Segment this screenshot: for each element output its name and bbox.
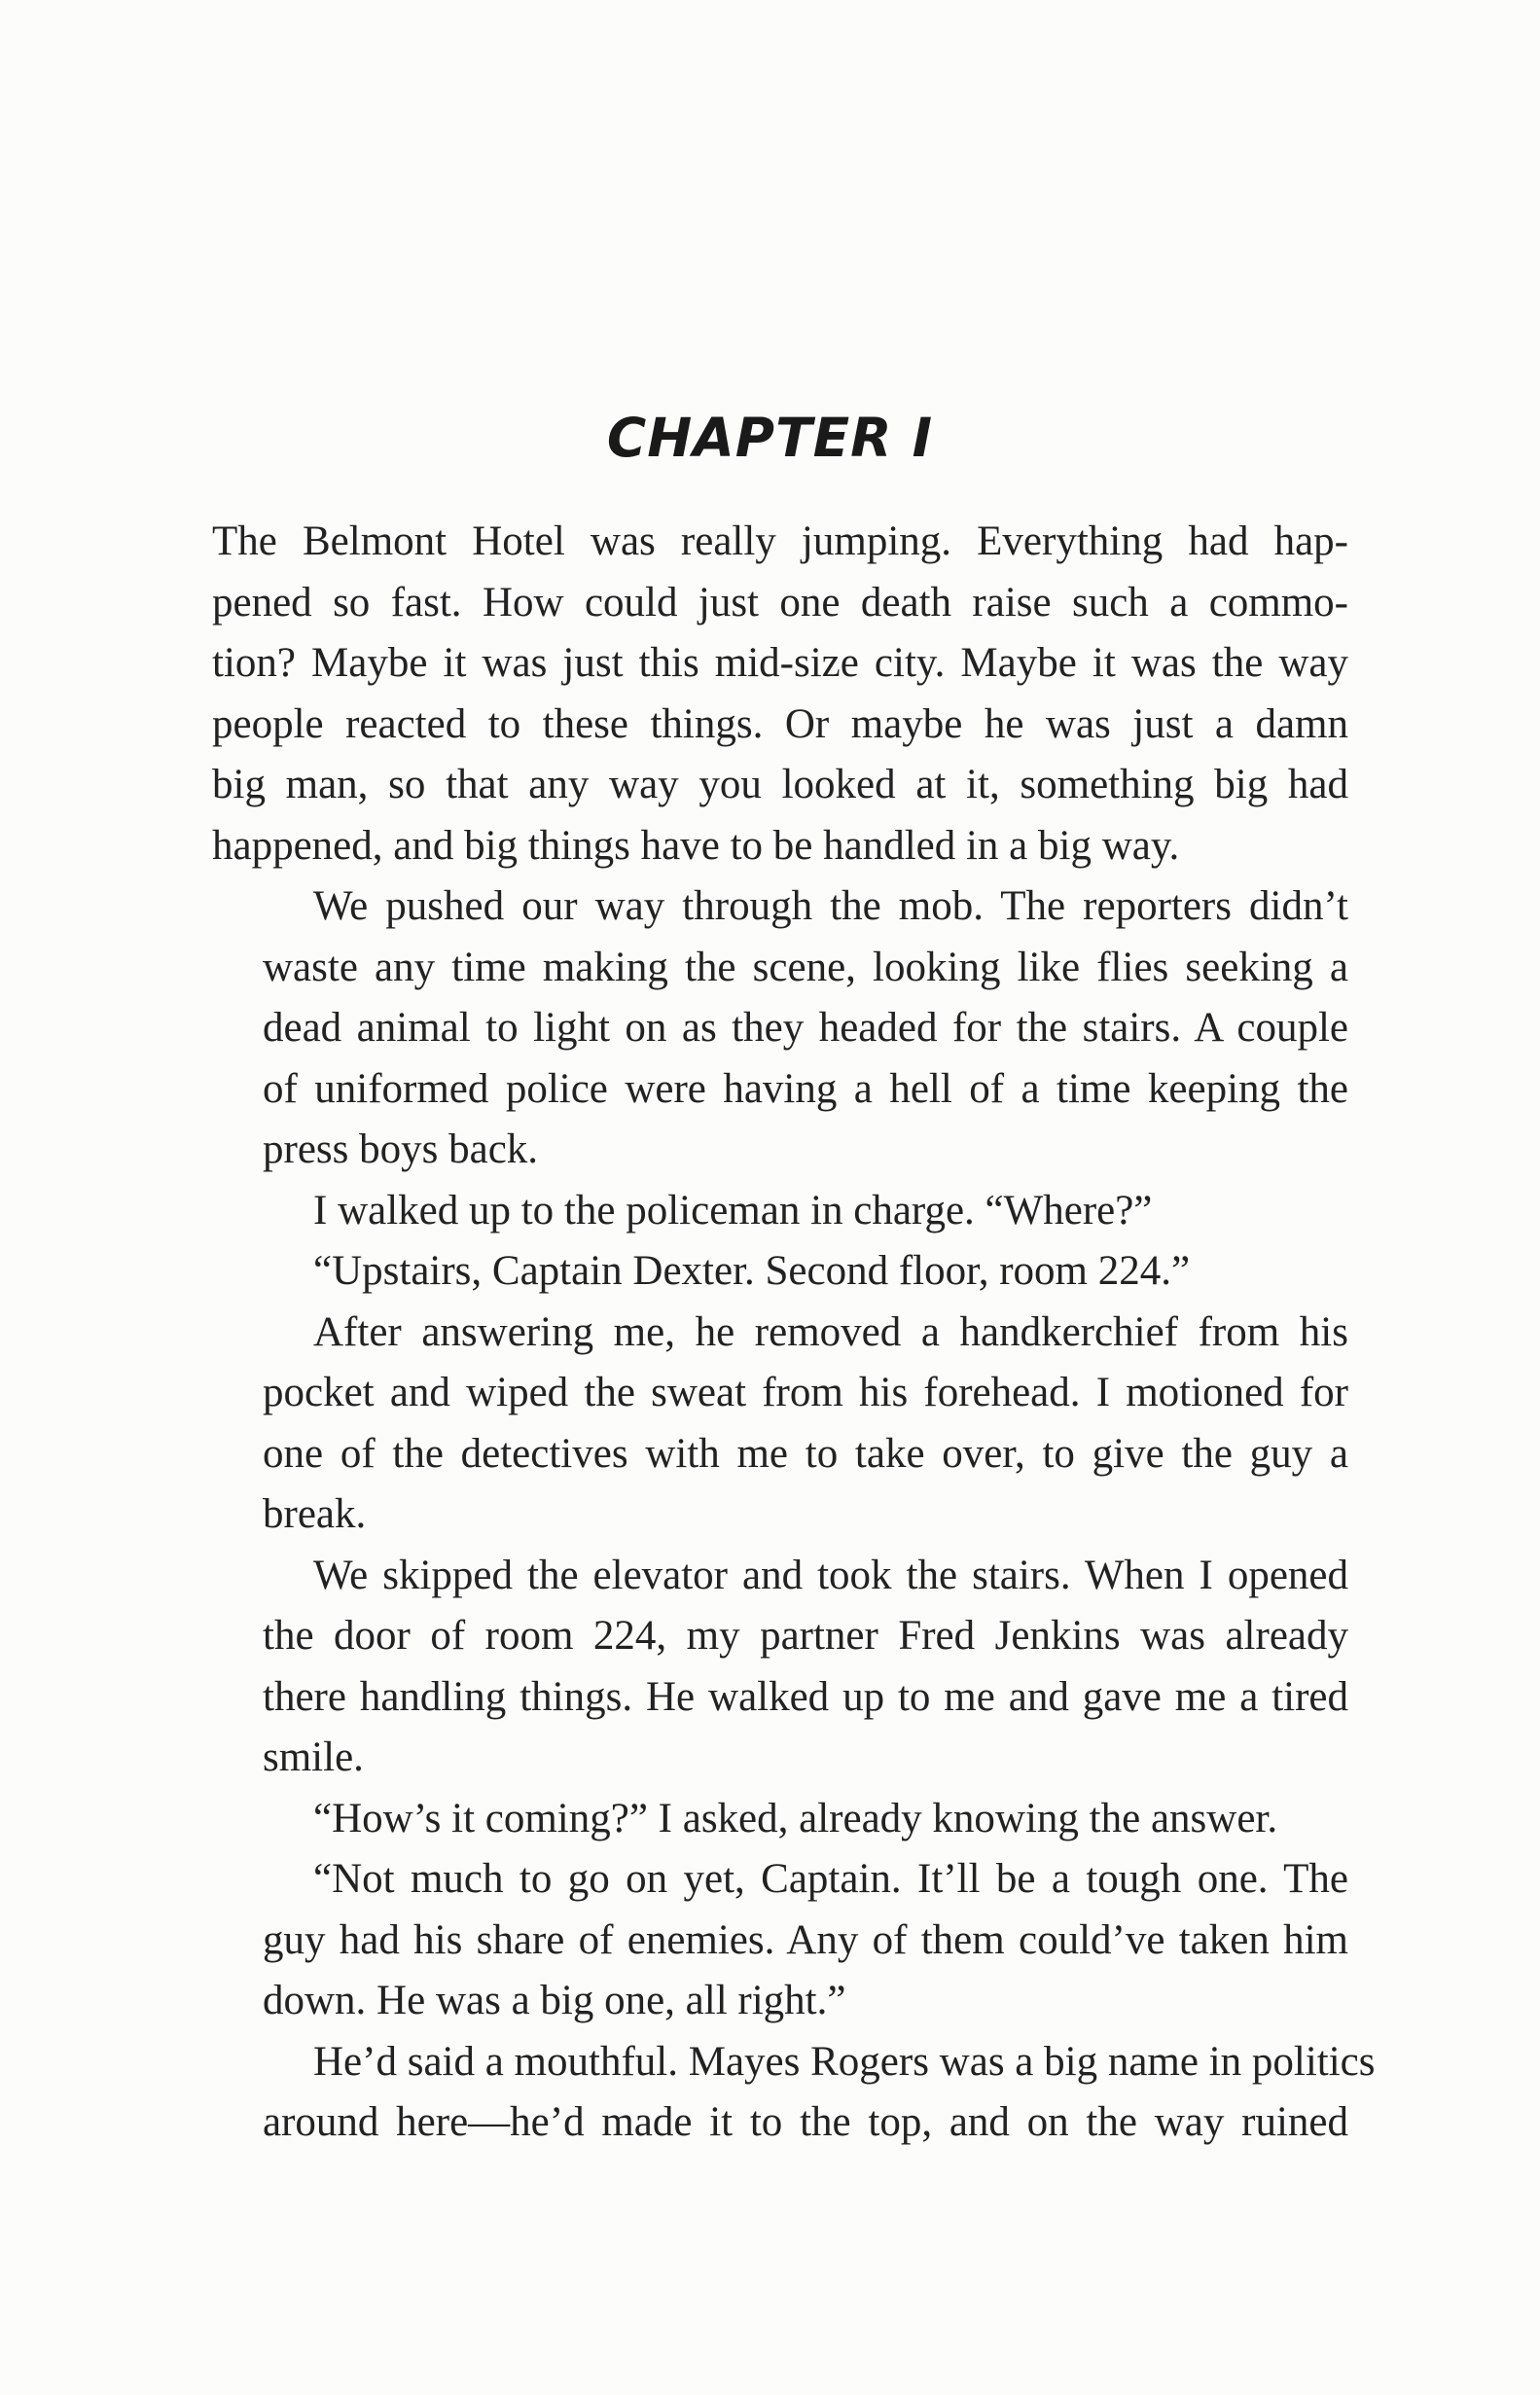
paragraph-8	[212, 1849, 1348, 2032]
text-line: guy had his share of enemies. Any of them could’ve taken him	[263, 1916, 1348, 1963]
text-line: there handling things. He walked up to me and gave me a tired	[263, 1673, 1348, 1720]
text-line: one of the detectives with me to take over, to give the guy a	[263, 1430, 1348, 1477]
text-line: press boys back.	[263, 1126, 539, 1172]
paragraph-1	[212, 512, 1348, 876]
text-line: The Belmont Hotel was really jumping. Everything had hap-	[212, 518, 1348, 564]
text-line: We skipped the elevator and took the stairs. When I opened	[313, 1552, 1348, 1598]
text-line: I walked up to the policeman in charge. “Where?”	[313, 1187, 1153, 1233]
text-line: “Not much to go on yet, Captain. It’ll be a tough one. The	[313, 1856, 1348, 1902]
text-line: tion? Maybe it was just this mid-size city. Maybe it was the way	[212, 640, 1348, 686]
paragraph-9	[212, 2032, 1376, 2154]
text-line: He’d said a mouthful. Mayes Rogers was a big name in politics	[313, 2038, 1376, 2085]
text-line: down. He was a big one, all right.”	[263, 1978, 846, 2023]
paragraph-6	[212, 1546, 1348, 1789]
text-line: waste any time making the scene, looking like flies seeking a	[263, 944, 1348, 990]
text-line: happened, and big things have to be handled in a big way.	[212, 822, 1180, 869]
paragraph-5	[212, 1303, 1348, 1546]
text-line: pened so fast. How could just one death raise such a commo-	[212, 579, 1348, 626]
text-line: dead animal to light on as they headed for the stairs. A couple	[263, 1005, 1348, 1051]
text-line: pocket and wiped the sweat from his forehead. I motioned for	[263, 1370, 1348, 1415]
text-line: big man, so that any way you looked at it, something big had	[212, 762, 1348, 807]
paragraph-3	[212, 1181, 1348, 1242]
paragraph-7	[212, 1789, 1348, 1850]
text-line: “Upstairs, Captain Dexter. Second floor, room 224.”	[313, 1248, 1191, 1294]
paragraph-4	[212, 1241, 1348, 1303]
text-line: of uniformed police were having a hell of a time keeping the	[263, 1065, 1348, 1112]
text-line: After answering me, he removed a handkerchief from his	[313, 1308, 1348, 1355]
text-line: the door of room 224, my partner Fred Jenkins was already	[263, 1613, 1348, 1659]
chapter-body	[212, 512, 1376, 2154]
paragraph-2	[212, 876, 1348, 1181]
text-line: people reacted to these things. Or maybe he was just a damn	[212, 700, 1348, 747]
text-line: “How’s it coming?” I asked, already knowing the answer.	[313, 1795, 1278, 1841]
text-line: break.	[263, 1491, 367, 1537]
text-line: smile.	[263, 1734, 364, 1780]
text-line: We pushed our way through the mob. The reporters didn’t	[313, 883, 1348, 929]
text-line: around here—he’d made it to the top, and on the way ruined	[263, 2099, 1348, 2145]
chapter-title: CHAPTER I	[606, 407, 934, 469]
